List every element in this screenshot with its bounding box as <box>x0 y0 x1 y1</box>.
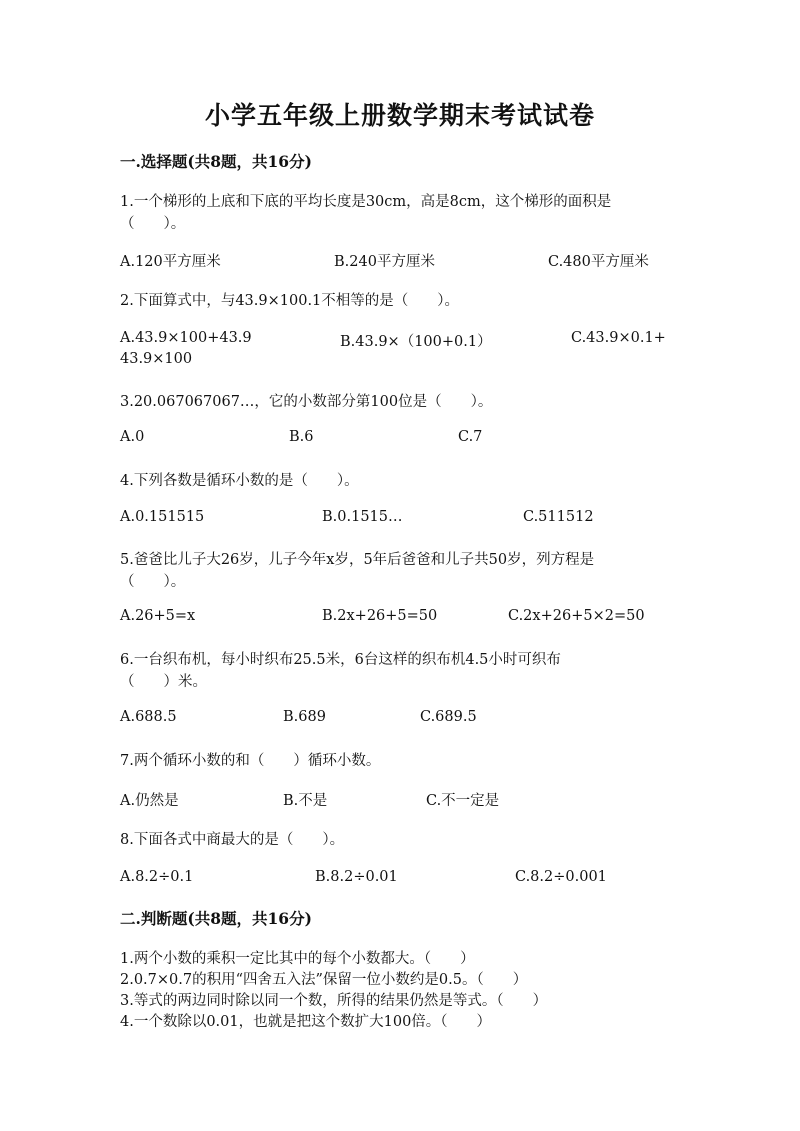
option-b: B.0.1515… <box>322 509 403 525</box>
option-b: B.689 <box>283 709 326 725</box>
option-c: C.不一定是 <box>426 793 500 809</box>
question-text: 4.下列各数是循环小数的是（ ）。 <box>120 473 359 489</box>
judgement-item: 1.两个小数的乘积一定比其中的每个小数都大。（ ） <box>120 951 475 967</box>
section-heading-choice: 一.选择题(共8题，共16分) <box>120 152 312 171</box>
question-text: 2.下面算式中，与43.9×100.1不相等的是（ ）。 <box>120 293 460 309</box>
question-text: （ ）。 <box>120 574 186 590</box>
question-text: 6.一台织布机，每小时织布25.5米，6台这样的织布机4.5小时可织布 <box>120 652 561 668</box>
section-heading-judgement: 二.判断题(共8题，共16分) <box>120 909 312 928</box>
option-c: C.7 <box>458 429 483 445</box>
question-text: 7.两个循环小数的和（ ）循环小数。 <box>120 753 381 769</box>
option-b: B.43.9×（100+0.1） <box>340 334 492 350</box>
option-c: C.480平方厘米 <box>548 254 649 270</box>
question-text: 8.下面各式中商最大的是（ ）。 <box>120 832 345 848</box>
option-b: B.240平方厘米 <box>334 254 435 270</box>
option-a: A.43.9×100+43.9 <box>120 330 252 346</box>
option-c: C.43.9×0.1+ <box>571 330 666 346</box>
option-c: C.2x+26+5×2=50 <box>508 608 645 624</box>
question-text: 5.爸爸比儿子大26岁，儿子今年x岁，5年后爸爸和儿子共50岁，列方程是 <box>120 552 595 568</box>
option-c: C.689.5 <box>420 709 477 725</box>
question-text: 3.20.067067067…，它的小数部分第100位是（ ）。 <box>120 394 493 410</box>
option-c: C.511512 <box>523 509 594 525</box>
option-c-continued: 43.9×100 <box>120 351 193 367</box>
option-b: B.8.2÷0.01 <box>315 869 398 885</box>
option-a: A.0 <box>120 429 145 445</box>
option-a: A.120平方厘米 <box>120 254 221 270</box>
option-b: B.2x+26+5=50 <box>322 608 438 624</box>
question-text: （ ）。 <box>120 216 186 232</box>
option-b: B.6 <box>289 429 314 445</box>
question-text: 1.一个梯形的上底和下底的平均长度是30cm，高是8cm，这个梯形的面积是 <box>120 194 612 210</box>
option-b: B.不是 <box>283 793 328 809</box>
page-title: 小学五年级上册数学期末考试试卷 <box>204 101 595 130</box>
judgement-item: 4.一个数除以0.01，也就是把这个数扩大100倍。（ ） <box>120 1014 492 1030</box>
option-a: A.仍然是 <box>120 793 179 809</box>
question-text: （ ）米。 <box>120 674 207 690</box>
option-a: A.0.151515 <box>120 509 205 525</box>
option-a: A.8.2÷0.1 <box>120 869 194 885</box>
judgement-item: 3.等式的两边同时除以同一个数，所得的结果仍然是等式。（ ） <box>120 993 548 1009</box>
option-c: C.8.2÷0.001 <box>515 869 607 885</box>
option-a: A.688.5 <box>120 709 177 725</box>
judgement-item: 2.0.7×0.7的积用“四舍五入法”保留一位小数约是0.5。（ ） <box>120 972 528 988</box>
option-a: A.26+5=x <box>120 608 196 624</box>
